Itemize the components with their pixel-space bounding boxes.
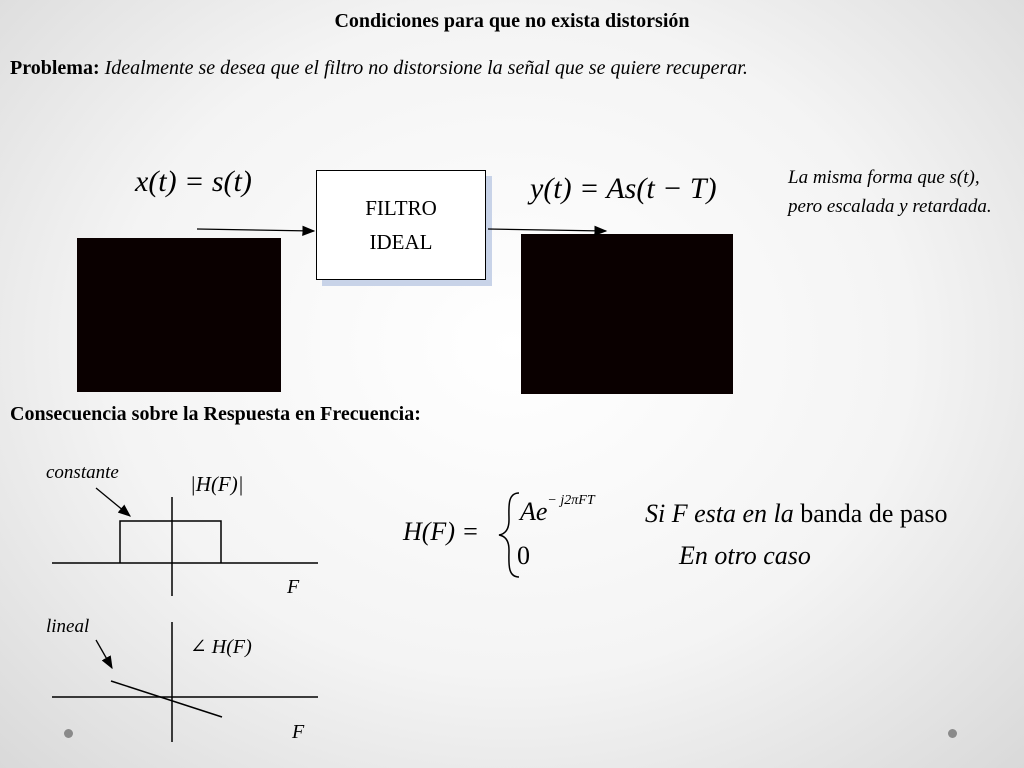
hf-case1	[520, 493, 595, 527]
hf-case1-expr: Ae	[520, 497, 548, 526]
lineal-arrow	[96, 640, 112, 668]
hf-case2-expr: 0	[517, 541, 530, 570]
input-formula: x(t) = s(t)	[135, 165, 252, 198]
hf-case1-cond-plain: banda de paso	[800, 499, 948, 528]
slide-dot-right	[948, 729, 957, 738]
consequence-heading: Consecuencia sobre la Respuesta en Frecuencia:	[10, 403, 421, 425]
output-formula: y(t) = As(t − T)	[530, 172, 717, 205]
hf-case1-condition	[645, 499, 948, 529]
hf-case1-exponent: − j2πFT	[547, 493, 595, 509]
problem-text: Idealmente se desea que el filtro no distorsione la señal que se quiere recuperar.	[104, 57, 748, 79]
problem-label: Problema:	[10, 57, 100, 79]
filter-label-line1: FILTRO	[365, 196, 437, 220]
phase-xlabel: F	[292, 721, 305, 743]
output-note: La misma forma que s(t), pero escalada y retardada.	[788, 167, 992, 217]
filter-label-line2: IDEAL	[369, 230, 433, 254]
hf-case1-cond-italic: Si F esta en la	[645, 499, 794, 528]
phase-annotation: lineal	[46, 616, 90, 637]
phase-ylabel: ∠ H(F)	[190, 636, 252, 658]
magnitude-annotation: constante	[46, 462, 119, 483]
magnitude-xlabel: F	[287, 576, 300, 598]
magnitude-ylabel: |H(F)|	[190, 472, 244, 496]
hf-lhs: H(F) =	[403, 517, 480, 546]
slide-dot-left	[64, 729, 73, 738]
hf-case2-condition: En otro caso	[679, 541, 811, 570]
slide-title: Condiciones para que no exista distorsión	[334, 10, 690, 32]
phase-line	[111, 681, 222, 717]
